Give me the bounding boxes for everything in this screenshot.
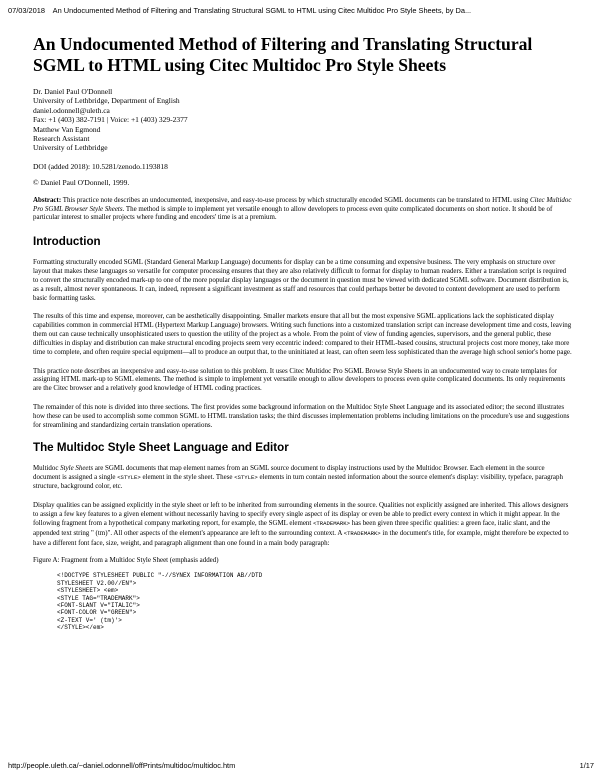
print-footer — [8, 761, 594, 770]
multidoc-paragraph-1 — [33, 464, 573, 492]
intro-paragraph-1: Formatting structurally encoded SGML (Standard General Markup Language) documents for display can be a time consuming and expensive business. The very emphasis on structure over layout that makes these languages so versatile for computer processing ensures that they are also relatively difficult to format for display to human readers. Either a translation script is required to convert the structurally encoded mark-up to one of the more popular display languages or the document in question must be viewed with dedicated SGML software. Document distribution is, as a result, almost never spontaneous. It can, indeed, represent a significant investment as staff and resources that could perhaps better be devoted to content development are used to perform basic formatting tasks. — [33, 258, 569, 302]
p1-italic: Style Sheets — [60, 463, 94, 472]
coauthor-role: Research Assistant — [33, 134, 90, 144]
code-line: <Z-TEXT V=' (tm)'> — [57, 616, 122, 624]
p1-style-tag-2: <STYLE> — [234, 473, 258, 481]
code-line: STYLESHEET V2.00//EN"> — [57, 579, 137, 587]
copyright: © Daniel Paul O'Donnell, 1999. — [33, 178, 130, 188]
author-phone: Fax: +1 (403) 382-7191 | Voice: +1 (403) 329-2377 — [33, 115, 188, 125]
p1-text-pre: Multidoc — [33, 463, 61, 472]
p2-trademark-tag-2: <TRADEMARK> — [343, 529, 381, 537]
intro-paragraph-3: This practice note describes an inexpensive and easy-to-use solution to this problem. It uses Citec Multidoc Pro SGML Browse Style Sheets in an undocumented way to create templates for assigning HTML mark-up to SGML elements. The method is simple to implement yet versatile enough to allow developers to process even quite complicated documents. Its only requirements are the Citec browser and a relatively good knowledge of HTML coding practices. — [33, 366, 566, 393]
coauthor-name: Matthew Van Egmond — [33, 124, 101, 134]
author-block — [33, 87, 573, 153]
print-header — [8, 6, 594, 15]
coauthor-affiliation: University of Lethbridge — [33, 143, 108, 153]
figure-caption: Figure A: Fragment from a Multidoc Style Sheet (emphasis added) — [33, 556, 219, 565]
abstract — [33, 196, 573, 223]
page-url[interactable]: http://people.uleth.ca/~daniel.odonnell/offPrints/multidoc/multidoc.htm — [8, 761, 236, 770]
code-line: </STYLE></em> — [57, 624, 104, 632]
document-body — [33, 34, 573, 632]
author-name: Dr. Daniel Paul O'Donnell — [33, 87, 113, 96]
author-affiliation: University of Lethbridge, Department of English — [33, 96, 180, 106]
code-line: <FONT-SLANT V="ITALIC"> — [57, 601, 140, 609]
print-date: 07/03/2018 — [8, 6, 45, 15]
p2-text-a: Display qualities can be assigned explicitly in the style sheet or left to be inherited from surrounding elements in the source. Qualities not explicitly assigned are inherited. This allows designers to assign a few key features to a given element without necessarily having to specify every single aspect of its display or even be able to predict every context in which it might appear. In the following fragment from a hypothetical company marketing report, for example, the SGML element — [33, 501, 569, 527]
p2-trademark-tag-1: <TRADEMARK> — [313, 519, 350, 527]
page-number: 1/17 — [579, 761, 594, 770]
intro-paragraph-4: The remainder of this note is divided into three sections. The first provides some background information on the Multidoc Style Sheet Language and its associated editor; the second illustrates how these can be used to accomplish some common SGML to HTML translation tasks; the third discusses implementation problems including limitations on the procedure's use and suggestions for streamlining and standardizing certain translation operations. — [33, 403, 570, 429]
abstract-text-b: . The method is simple to implement yet versatile enough to allow developers to process even quite complicated documents on short notice. It should be of particular interest to smaller projects where funding and encoders' time is at a premium. — [33, 204, 553, 222]
author-email: daniel.odonnell@uleth.ca — [33, 105, 110, 115]
intro-paragraph-2: The results of this time and expense, moreover, can be aesthetically disappointing. Smaller markets ensure that all but the most expensive SGML applications lack the sophisticated display capabilities common in commercial HTML (Hypertext Markup Language) browsers. Writing such functions into a customized translation script can increase development time and costs, leaving them out can cause technically unsophisticated users to question the utility of the project as a whole. From the point of view of funding agencies, supervisors, and the general public, these difficulties in display and distribution can make structural encoding projects seem very eccentric indeed: compared to their HTML-based cousins, structural projects cost more money, take more time to complete, and often require special equipment—all to produce an output that, to the uninitiated at least, can often seem less sophisticated than the average high school senior's home page. — [33, 312, 572, 356]
code-block — [57, 572, 573, 631]
page-title: An Undocumented Method of Filtering and Translating Structural SGML to HTML using Citec Multidoc Pro Style Sheets — [33, 34, 533, 75]
p1-style-tag-1: <STYLE> — [117, 473, 141, 481]
p1-text-a: are SGML documents that map element names from an SGML source document to display instructions used by the Multidoc Browser. Each element in the source document is assigned a single — [33, 463, 545, 481]
print-title: An Undocumented Method of Filtering and Translating Structural SGML to HTML using Citec Multidoc Pro Style Sheets, by Da... — [52, 6, 472, 15]
code-line: <!DOCTYPE STYLESHEET PUBLIC "-//SYNEX INFORMATION AB//DTD — [57, 572, 263, 580]
section-heading-multidoc: The Multidoc Style Sheet Language and Editor — [33, 440, 289, 454]
doi: DOI (added 2018): 10.5281/zenodo.1193818 — [33, 161, 168, 171]
abstract-label: Abstract: — [33, 195, 62, 204]
abstract-text-a: This practice note describes an undocumented, inexpensive, and easy-to-use process by which structurally encoded SGML documents can be translated to HTML using — [61, 195, 530, 204]
code-line: <STYLESHEET> <em> — [57, 587, 119, 595]
multidoc-paragraph-2 — [33, 501, 573, 547]
p2-text-b: has been given three specific qualities: a green face, italic slant, and the appended text string " (tm)". All other aspects of the element's appearance are left to the surrounding context. A — [33, 518, 551, 537]
code-line: <FONT-COLOR V="GREEN"> — [57, 609, 137, 617]
code-line: <STYLE TAG="TRADEMARK"> — [57, 594, 140, 602]
abstract-italic: Citec Multidoc Pro SGML Browser Style Sheets — [33, 195, 572, 213]
p1-text-b: element in the style sheet. These — [140, 472, 235, 481]
p2-text-c: in the document's title, for example, might therefore be expected to have a different font face, size, weight, and paragraph alignment than one found in a main body paragraph: — [33, 528, 569, 547]
section-heading-introduction: Introduction — [33, 235, 101, 249]
p1-text-c: elements in turn contain nested information about the source element's display: visibility, typeface, paragraph structure, background color, etc. — [33, 472, 563, 491]
